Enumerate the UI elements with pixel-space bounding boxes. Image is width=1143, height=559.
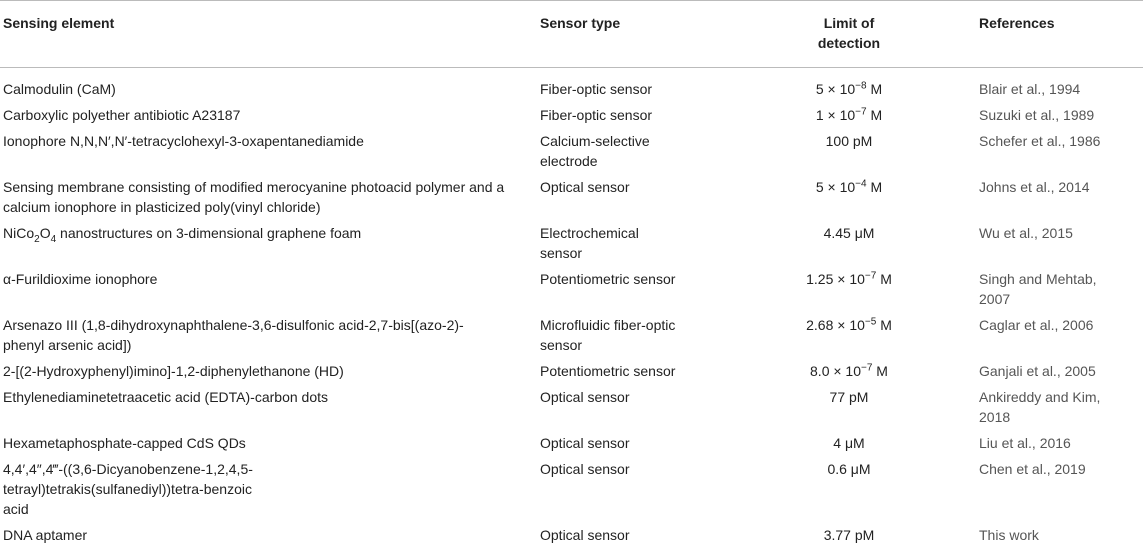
- cell-sensor-type: Optical sensor: [540, 179, 630, 195]
- cell-reference: Liu et al., 2016: [979, 435, 1071, 451]
- cell-limit-of-detection: $5 \times 10^{-4}$ M: [815, 178, 883, 195]
- cell-limit-of-detection: 3.77 pM: [823, 527, 875, 543]
- cell-sensor-type: Optical sensor: [540, 389, 630, 405]
- cell-limit-of-detection: 77 pM: [829, 389, 869, 405]
- cell-limit-of-detection: $8.0 \times 10^{-7}$ M: [810, 362, 888, 379]
- cell-sensor-type: Electrochemical sensor: [540, 225, 639, 261]
- cell-sensing-element: 2-[(2-Hydroxyphenyl)imino]-1,2-diphenylethanone (HD): [3, 363, 344, 379]
- cell-sensing-element: 4,4′,4″,4‴-((3,6-Dicyanobenzene-1,2,4,5-tetrayl)tetrakis(sulfanediyl))tetra-benzoic acid: [3, 461, 253, 517]
- table-row: [0, 125, 1143, 171]
- cell-sensing-element: Hexametaphosphate-capped CdS QDs: [3, 435, 246, 451]
- cell-sensor-type: Optical sensor: [540, 527, 630, 543]
- cell-sensing-element: Carboxylic polyether antibiotic A23187: [3, 107, 241, 123]
- cell-sensor-type: Fiber-optic sensor: [540, 107, 653, 123]
- cell-limit-of-detection: 0.6 μM: [827, 461, 871, 477]
- cell-reference: Ganjali et al., 2005: [979, 363, 1096, 379]
- cell-limit-of-detection: $5 \times 10^{-8}$ M: [815, 80, 883, 97]
- table-row: [0, 99, 1143, 125]
- cell-sensor-type: Microfluidic fiber-optic sensor: [540, 317, 676, 353]
- table-row: [0, 171, 1143, 217]
- cell-reference: Singh and Mehtab, 2007: [979, 271, 1097, 307]
- cell-sensing-element: DNA aptamer: [3, 527, 88, 543]
- cell-sensor-type: Fiber-optic sensor: [540, 81, 653, 97]
- cell-limit-of-detection: $1.25 \times 10^{-7}$ M: [806, 270, 892, 287]
- cell-sensor-type: Potentiometric sensor: [540, 271, 676, 287]
- cell-sensing-element: Ethylenediaminetetraacetic acid (EDTA)-carbon dots: [3, 389, 329, 405]
- cell-sensing-element: Ionophore N,N,N′,N′-tetracyclohexyl-3-oxapentanediamide: [3, 133, 364, 149]
- table-row: [0, 453, 1143, 519]
- table-row: [0, 355, 1143, 381]
- header-row: [0, 1, 1143, 68]
- cell-reference: Ankireddy and Kim, 2018: [979, 389, 1101, 425]
- cell-sensor-type: Calcium-selective electrode: [540, 133, 650, 169]
- header-limit-line1: Limit of: [823, 15, 875, 31]
- cell-reference: Wu et al., 2015: [979, 225, 1073, 241]
- cell-reference: Suzuki et al., 1989: [979, 107, 1095, 123]
- header-sensing-element: Sensing element: [0, 1, 537, 68]
- header-limit-line2: detection: [817, 35, 881, 51]
- cell-limit-of-detection: $2.68 \times 10^{-5}$ M: [806, 316, 892, 333]
- cell-reference: Johns et al., 2014: [979, 179, 1090, 195]
- header-references: References: [976, 1, 1143, 68]
- table-row: [0, 309, 1143, 355]
- cell-sensor-type: Potentiometric sensor: [540, 363, 676, 379]
- cell-reference: Blair et al., 1994: [979, 81, 1081, 97]
- cell-sensor-type: Optical sensor: [540, 461, 630, 477]
- table-row: [0, 519, 1143, 545]
- table-row: [0, 68, 1143, 100]
- table-row: [0, 381, 1143, 427]
- cell-sensing-element: Arsenazo III (1,8-dihydroxynaphthalene-3,6-disulfonic acid-2,7-bis[(azo-2)-phenyl arsenic acid]): [3, 317, 464, 353]
- table-row: [0, 217, 1143, 263]
- cell-reference: Schefer et al., 1986: [979, 133, 1101, 149]
- cell-reference: Caglar et al., 2006: [979, 317, 1094, 333]
- cell-sensing-element: Sensing membrane consisting of modified merocyanine photoacid polymer and a calcium ionophore in plasticized poly(vinyl chloride): [3, 179, 505, 215]
- cell-sensing-element: $NiCo_2O_4$ nanostructures on 3-dimensional graphene foam: [3, 225, 362, 245]
- header-sensor-type: Sensor type: [537, 1, 726, 68]
- header-limit-of-detection: [726, 1, 976, 68]
- table-row: [0, 427, 1143, 453]
- cell-limit-of-detection: 4.45 μM: [823, 225, 875, 241]
- cell-sensing-element: Calmodulin (CaM): [3, 81, 116, 97]
- cell-reference: Chen et al., 2019: [979, 461, 1086, 477]
- cell-limit-of-detection: 4 μM: [833, 435, 865, 451]
- table-row: [0, 263, 1143, 309]
- cell-limit-of-detection: 100 pM: [825, 133, 873, 149]
- cell-reference: This work: [979, 527, 1039, 543]
- cell-limit-of-detection: $1 \times 10^{-7}$ M: [815, 106, 883, 123]
- cell-sensing-element: α-Furildioxime ionophore: [3, 271, 158, 287]
- cell-sensor-type: Optical sensor: [540, 435, 630, 451]
